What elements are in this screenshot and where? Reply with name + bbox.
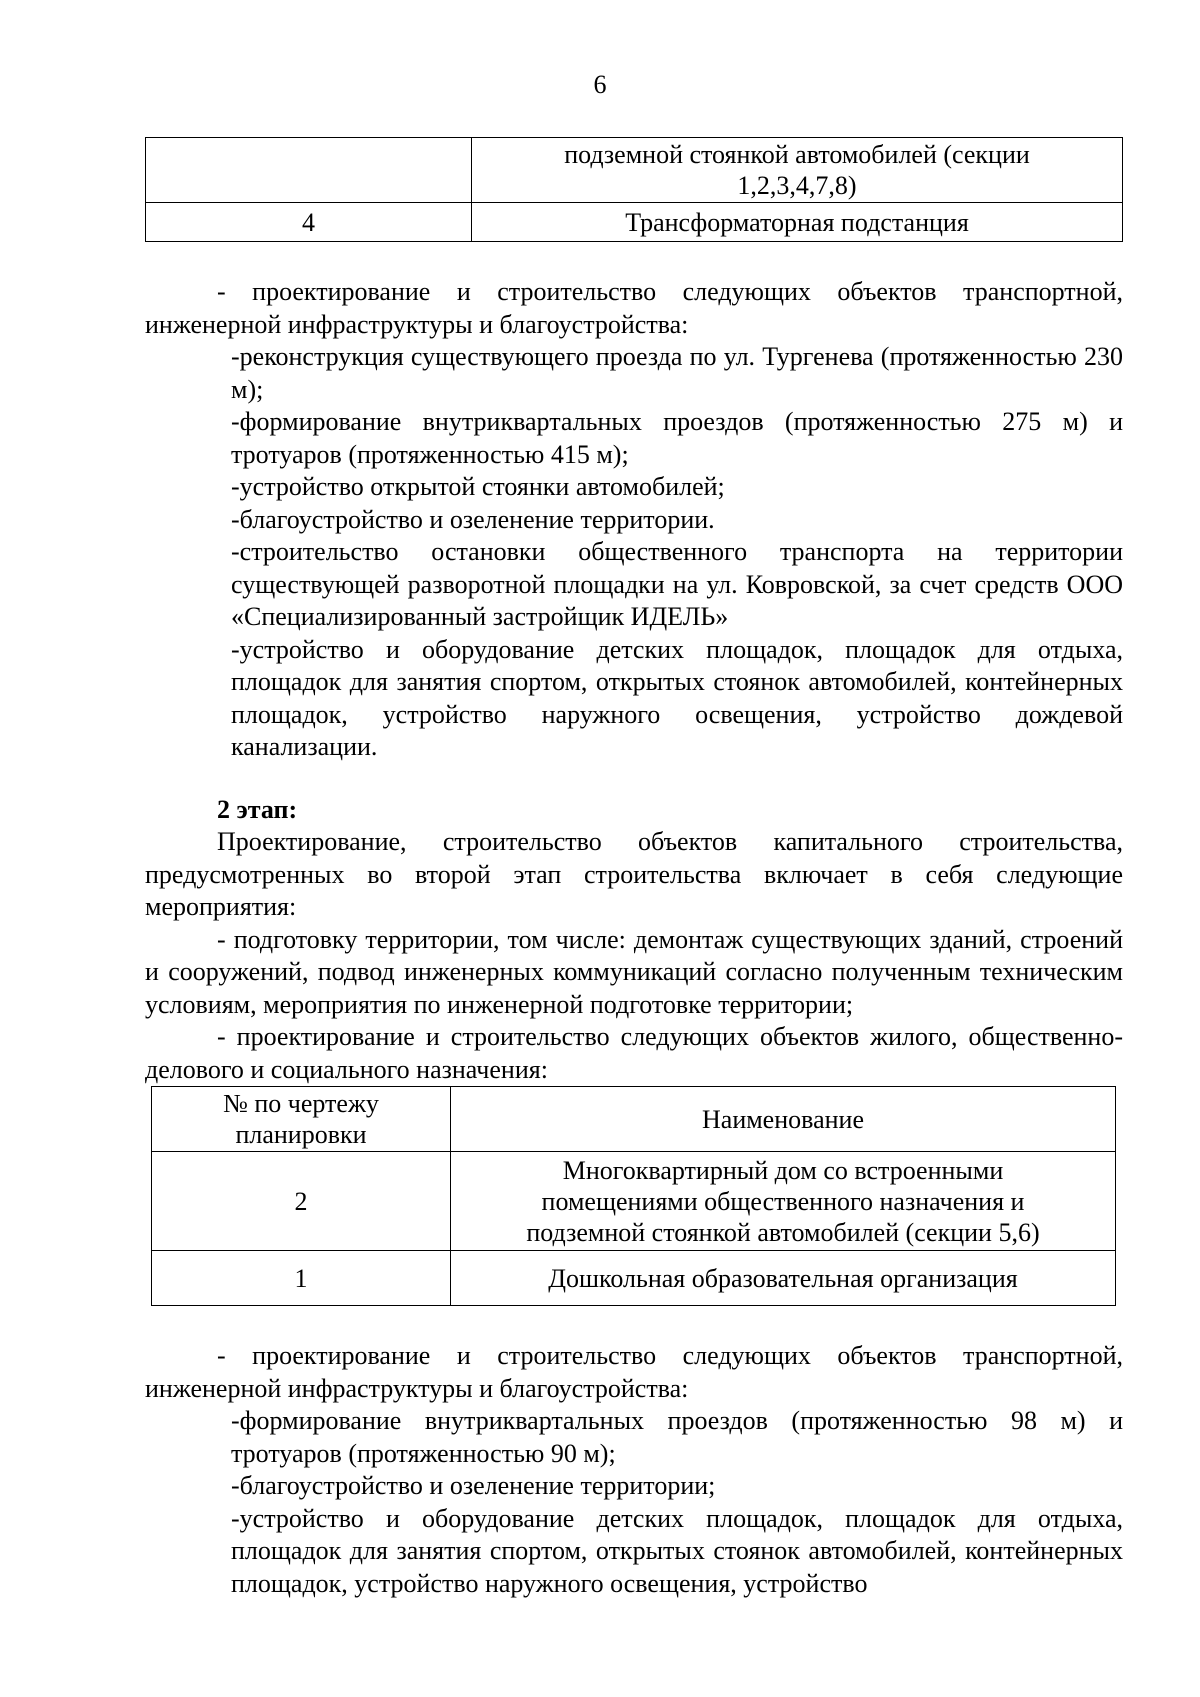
stage-intro: Проектирование, строительство объектов капитального строительства, предусмотренных во второй этап строительства включает в себя следующие мероприятия: (145, 827, 1123, 921)
page-number: 6 (593, 70, 607, 99)
list-item: -реконструкция существующего проезда по ул. Тургенева (протяженностью 230 м); (231, 342, 1123, 404)
column-header-num: № по чертежу планировки (152, 1087, 451, 1152)
table-cell-num: 2 (152, 1152, 451, 1251)
infrastructure-intro: - проектирование и строительство следующих объектов транспортной, инженерной инфраструктуры и благоустройства: (145, 277, 1123, 339)
page-content (145, 137, 1123, 1600)
list-item: -формирование внутриквартальных проездов (протяженностью 98 м) и тротуаров (протяженностью 90 м); (231, 1406, 1123, 1468)
infrastructure-intro: - проектирование и строительство следующих объектов транспортной, инженерной инфраструктуры и благоустройства: (145, 1341, 1123, 1403)
stage-heading: 2 этап: (217, 794, 298, 824)
table-header-row (152, 1087, 1116, 1152)
list-item: -устройство и оборудование детских площадок, площадок для отдыха, площадок для занятия спортом, открытых стоянок автомобилей, контейнерных площадок, устройство наружного освещения, устройство (231, 1503, 1123, 1598)
list-item: -благоустройство и озеленение территории. (231, 504, 715, 534)
table-row (152, 1251, 1116, 1306)
objects-intro: - проектирование и строительство следующих объектов жилого, общественно-делового и социального назначения: (145, 1022, 1123, 1084)
site-preparation-text: - подготовку территории, том числе: демонтаж существующих зданий, строений и сооружений, подвод инженерных коммуникаций согласно полученным техническим условиям, мероприятия по инженерной подготовке территории; (145, 924, 1123, 1019)
list-item: -строительство остановки общественного транспорта на территории существующей разворотной площадки на ул. Ковровской, за счет средств ООО «Специализированный застройщик ИДЕЛЬ» (231, 537, 1123, 631)
table-row (146, 138, 1123, 203)
list-item: -устройство открытой стоянки автомобилей; (231, 472, 725, 501)
table-cell-name: подземной стоянкой автомобилей (секции 1,2,3,4,7,8) (472, 138, 1123, 203)
column-header-name: Наименование (451, 1087, 1116, 1152)
table-row (146, 203, 1123, 242)
table-cell-name: Дошкольная образовательная организация (451, 1251, 1116, 1306)
table-cell-name: Трансформаторная подстанция (472, 203, 1123, 242)
objects-table-stage1-continued (145, 137, 1123, 242)
list-item: -устройство и оборудование детских площадок, площадок для отдыха, площадок для занятия спортом, открытых стоянок автомобилей, контейнерных площадок, устройство наружного освещения, устройство дождевой канализации. (231, 634, 1123, 761)
objects-table-stage2 (151, 1086, 1116, 1306)
table-cell-num: 4 (146, 203, 472, 242)
table-row (152, 1152, 1116, 1251)
list-item: -благоустройство и озеленение территории; (231, 1471, 716, 1500)
table-cell-num (146, 138, 472, 203)
table-cell-num: 1 (152, 1251, 451, 1306)
list-item: -формирование внутриквартальных проездов (протяженностью 275 м) и тротуаров (протяженностью 415 м); (231, 407, 1123, 469)
table-cell-name: Многоквартирный дом со встроенными помещениями общественного назначения и подземной стоянкой автомобилей (секции 5,6) (451, 1152, 1116, 1251)
